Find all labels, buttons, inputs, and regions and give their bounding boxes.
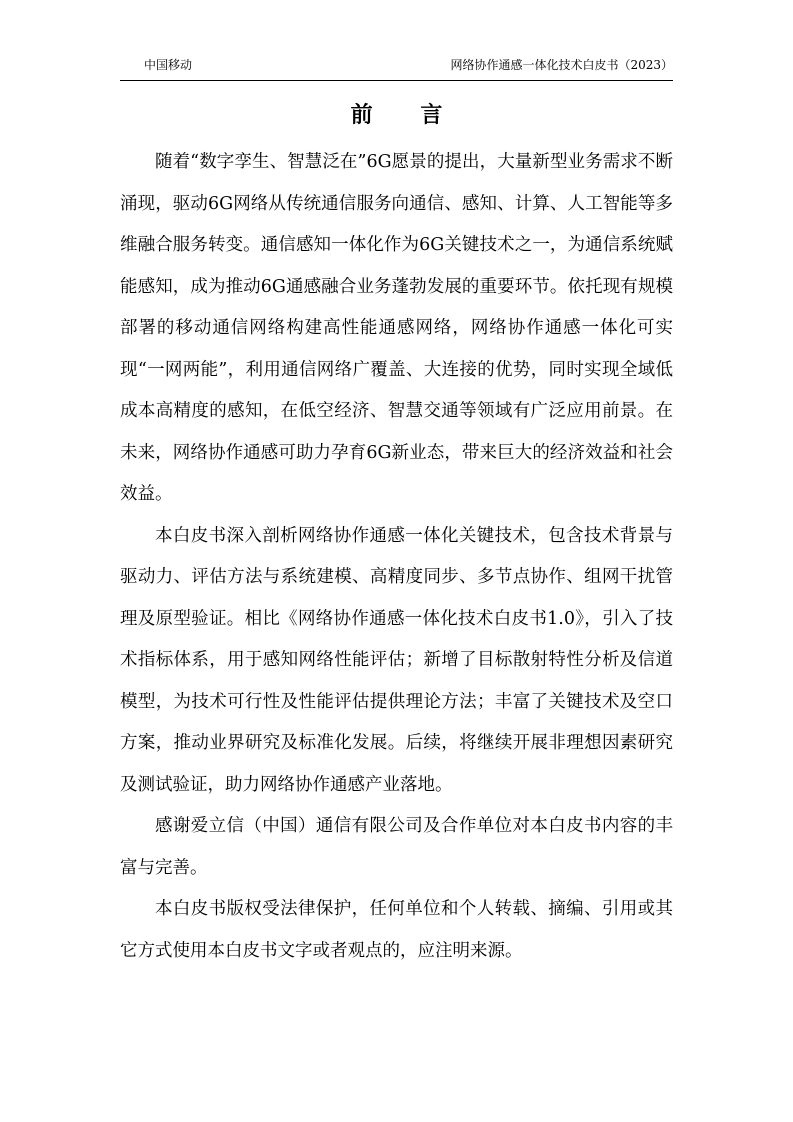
paragraph-scope: 本白皮书深入剖析网络协作通感一体化关键技术，包含技术背景与驱动力、评估方法与系统建模、高精度同步、多节点协作、组网干扰管理及原型验证。相比《网络协作通感一体化技术白皮书1.0》，引入了技术指标体系，用于感知网络性能评估；新增了目标散射特性分析及信道模型，为技术可行性及性能评估提供理论方法；丰富了关键技术及空口方案，推动业界研究及标准化发展。后续，将继续开展非理想因素研究及测试验证，助力网络协作通感产业落地。 (120, 525, 673, 795)
header-document-title: 网络协作通感一体化技术白皮书（2023） (450, 58, 673, 72)
paragraph-acknowledgement: 感谢爱立信（中国）通信有限公司及合作单位对本白皮书内容的丰富与完善。 (120, 816, 673, 878)
preface-body (120, 142, 673, 972)
header-organization: 中国移动 (144, 58, 193, 72)
header-divider (120, 80, 673, 81)
section-title: 前 言 (350, 103, 463, 128)
paragraph-intro: 随着“数字孪生、智慧泛在”6G愿景的提出，大量新型业务需求不断涌现，驱动6G网络从传统通信服务向通信、感知、计算、人工智能等多维融合服务转变。通信感知一体化作为6G关键技术之一，为通信系统赋能感知，成为推动6G通感融合业务蓬勃发展的重要环节。依托现有规模部署的移动通信网络构建高性能通感网络，网络协作通感一体化可实现“一网两能”，利用通信网络广覆盖、大连接的优势，同时实现全域低成本高精度的感知，在低空经济、智慧交通等领域有广泛应用前景。在未来，网络协作通感可助力孕育6G新业态，带来巨大的经济效益和社会效益。 (120, 152, 673, 504)
paragraph-copyright: 本白皮书版权受法律保护，任何单位和个人转载、摘编、引用或其它方式使用本白皮书文字或者观点的，应注明来源。 (120, 899, 673, 961)
page-header (120, 55, 673, 75)
